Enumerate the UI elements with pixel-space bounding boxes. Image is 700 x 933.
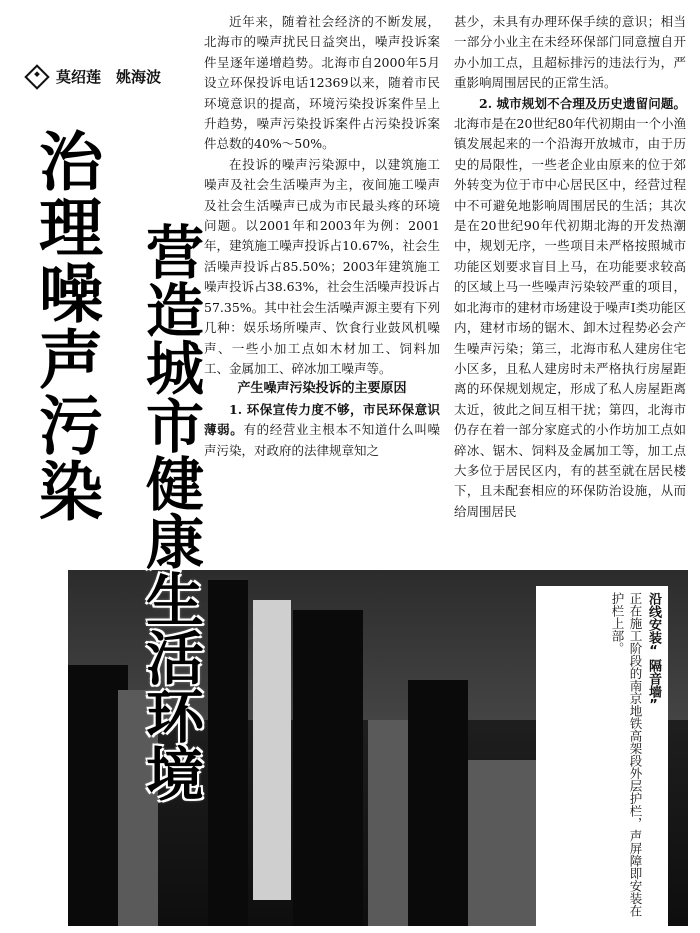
paragraph-lead: 1. 环保宣传力度不够，市民环保意识薄弱。 [204, 401, 440, 438]
photo-building [293, 610, 363, 926]
section-heading: 产生噪声污染投诉的主要原因 [237, 381, 407, 397]
paragraph: 甚少，未具有办理环保手续的意识；相当一部分小业主在未经环保部门同意擅自开办小加工点，且超标排污的违法行为，严重影响周围居民的正常生活。 [454, 14, 686, 91]
paragraph-text: 有的经营业主根本不知道什么叫噪声污染，对政府的法律规章知之 [204, 422, 440, 458]
photo-building [368, 720, 408, 926]
photo-caption [536, 586, 668, 926]
diamond-bullet-icon [24, 64, 49, 89]
paragraph-lead: 2. 城市规划不合理及历史遗留问题。 [479, 95, 686, 111]
photo-tower-light [253, 600, 291, 900]
caption-heading: 沿线安装“隔音墙” [646, 592, 661, 713]
paragraph [204, 400, 440, 461]
article-subtitle: 营造城市健康生活环境 [136, 222, 204, 802]
author-names: 莫绍莲 姚海波 [56, 68, 162, 86]
authors-line [28, 66, 198, 87]
paragraph-text: 北海市是在20世纪80年代初期由一个小渔镇发展起来的一个沿海开放城市，由于历史的局限性，一些老企业由原来的位于郊外转变为位于市中心居民区中，经营过程中不可避免地影响周围居民的生活；其次是在20世纪90年代初期北海的开发热潮中，规划无序，一些项目未严格按照城市功能区划要求盲目上马，在功能要求较高的区域上马一些噪声污染较严重的项目，如北海市的建材市场建设于噪声Ⅰ类功能区内，建材市场的锯木、卸木过程势必会产生噪声污染；第三，北海市私人建房住宅小区多，且私人建房时未严格执行房屋距离的环保规划规定，形成了私人房屋距离太近，彼此之间互相干扰；第四，北海市仍存在着一部分家庭式的小作坊加工点如碎冰、锯木、饲料及金属加工等，加工点大多位于居民区内，有的甚至就在居民楼下，且未配套相应的环保防治设施，从而给周围居民 [454, 116, 686, 519]
text-column-1 [204, 12, 440, 461]
caption-text: 正在施工阶段的南京地铁高架段外层护栏，声屏障即安装在护栏上部。 [610, 592, 643, 917]
article-title: 治理噪声污染 [28, 128, 102, 524]
photo-tower [208, 580, 248, 926]
paragraph: 在投诉的噪声污染源中，以建筑施工噪声及社会生活噪声为主，夜间施工噪声及社会生活噪声已成为市民最头疼的环境问题。以2001年和2003年为例：2001年，建筑施工噪声投诉占10.67%，社会生活噪声投诉占85.50%；2003年建筑施工噪声投诉占38.63%，社会生活噪声投诉占57.35%。其中社会生活噪声源主要有下列几种：娱乐场所噪声、饮食行业鼓风机噪声、一些小加工点如木材加工、饲料加工、金属加工、碎冰加工噪声等。 [204, 156, 440, 376]
paragraph [454, 94, 686, 523]
paragraph: 近年来，随着社会经济的不断发展，北海市的噪声扰民日益突出，噪声投诉案件呈逐年递增趋势。北海市自2000年5月设立环保投诉电话12369以来，随着市民环境意识的提高，环境污染投诉案件呈上升趋势，噪声污染投诉案件占污染投诉案件总数的40%～50%。 [204, 14, 440, 152]
text-column-2 [454, 12, 686, 522]
photo-building [408, 680, 468, 926]
